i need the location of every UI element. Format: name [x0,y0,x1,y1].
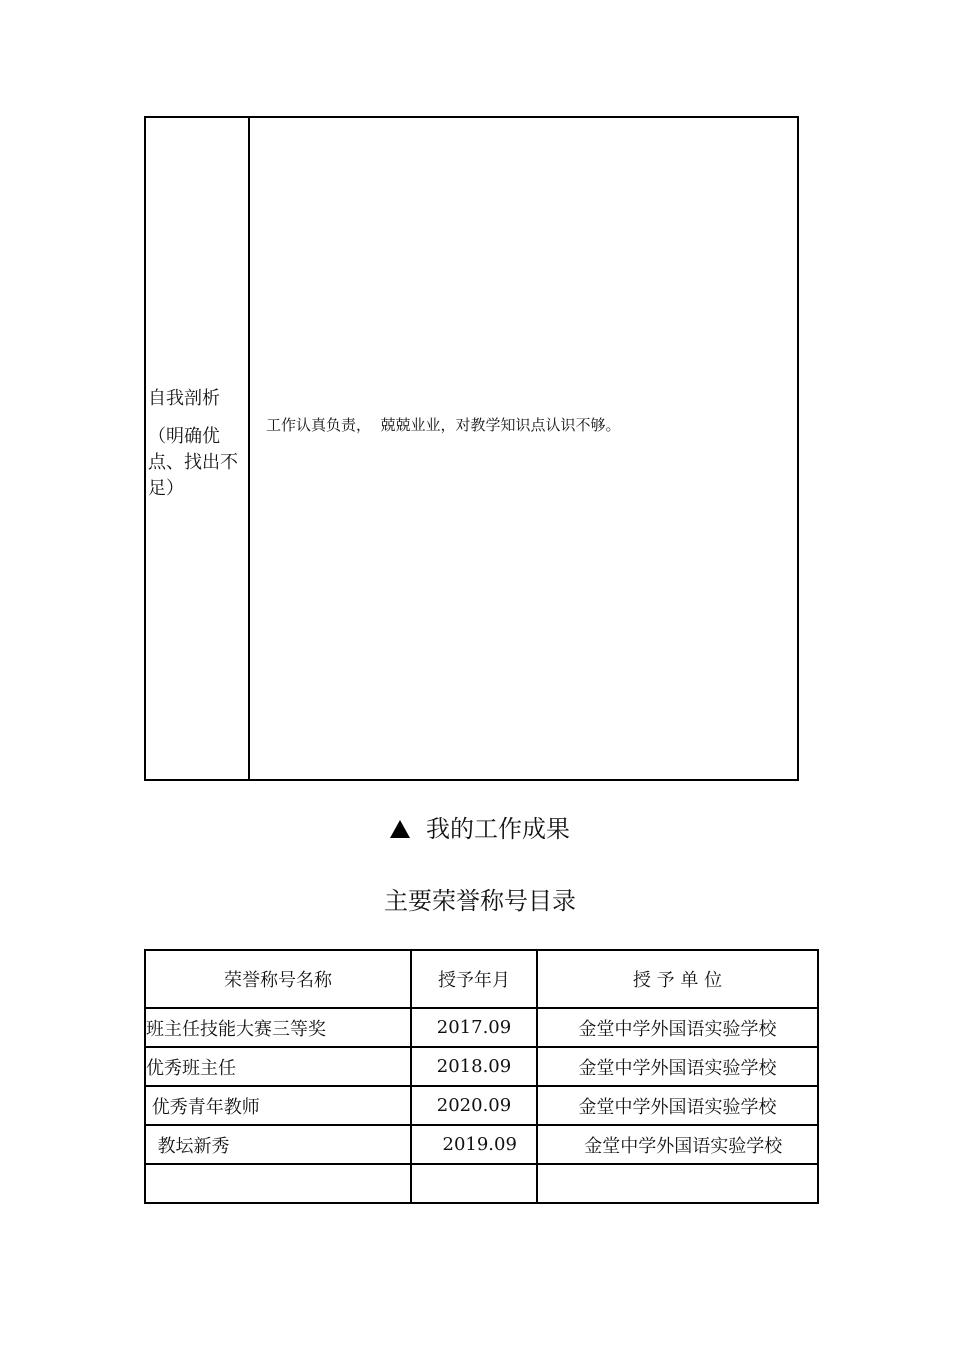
honor-date [411,1164,537,1203]
table-row [145,1086,818,1125]
honor-name: 优秀班主任 [145,1047,411,1086]
table-row [145,1047,818,1086]
honor-unit [537,1164,818,1203]
table-row [145,1125,818,1164]
honor-date: 2019.09 [411,1125,537,1164]
honor-date: 2020.09 [411,1086,537,1125]
honor-unit: 金堂中学外国语实验学校 [537,1047,818,1086]
self-analysis-content: 工作认真负责， 兢兢业业，对教学知识点认识不够。 [266,416,621,434]
table-divider [248,118,250,779]
honor-name: 班主任技能大赛三等奖 [145,1008,411,1047]
honor-unit: 金堂中学外国语实验学校 [537,1125,818,1164]
honor-date: 2018.09 [411,1047,537,1086]
table-row [145,1008,818,1047]
table-row [145,1164,818,1203]
section-title: 我的工作成果 [426,815,570,843]
honor-name [145,1164,411,1203]
header-unit: 授 予 单 位 [537,950,818,1008]
header-name: 荣誉称号名称 [145,950,411,1008]
section-heading [0,814,960,844]
self-analysis-label-cell [148,386,244,502]
honor-name: 教坛新秀 [145,1125,411,1164]
self-analysis-table [144,116,799,781]
honor-name: 优秀青年教师 [145,1086,411,1125]
table-header-row [145,950,818,1008]
honor-unit: 金堂中学外国语实验学校 [537,1008,818,1047]
self-analysis-label: 自我剖析 [148,388,220,409]
honors-table [144,949,819,1204]
honors-title: 主要荣誉称号目录 [384,887,576,915]
self-analysis-sublabel: （明确优点、找出不足） [148,426,238,499]
triangle-up-icon [390,820,410,838]
honor-date: 2017.09 [411,1008,537,1047]
header-date: 授予年月 [411,950,537,1008]
honor-unit: 金堂中学外国语实验学校 [537,1086,818,1125]
